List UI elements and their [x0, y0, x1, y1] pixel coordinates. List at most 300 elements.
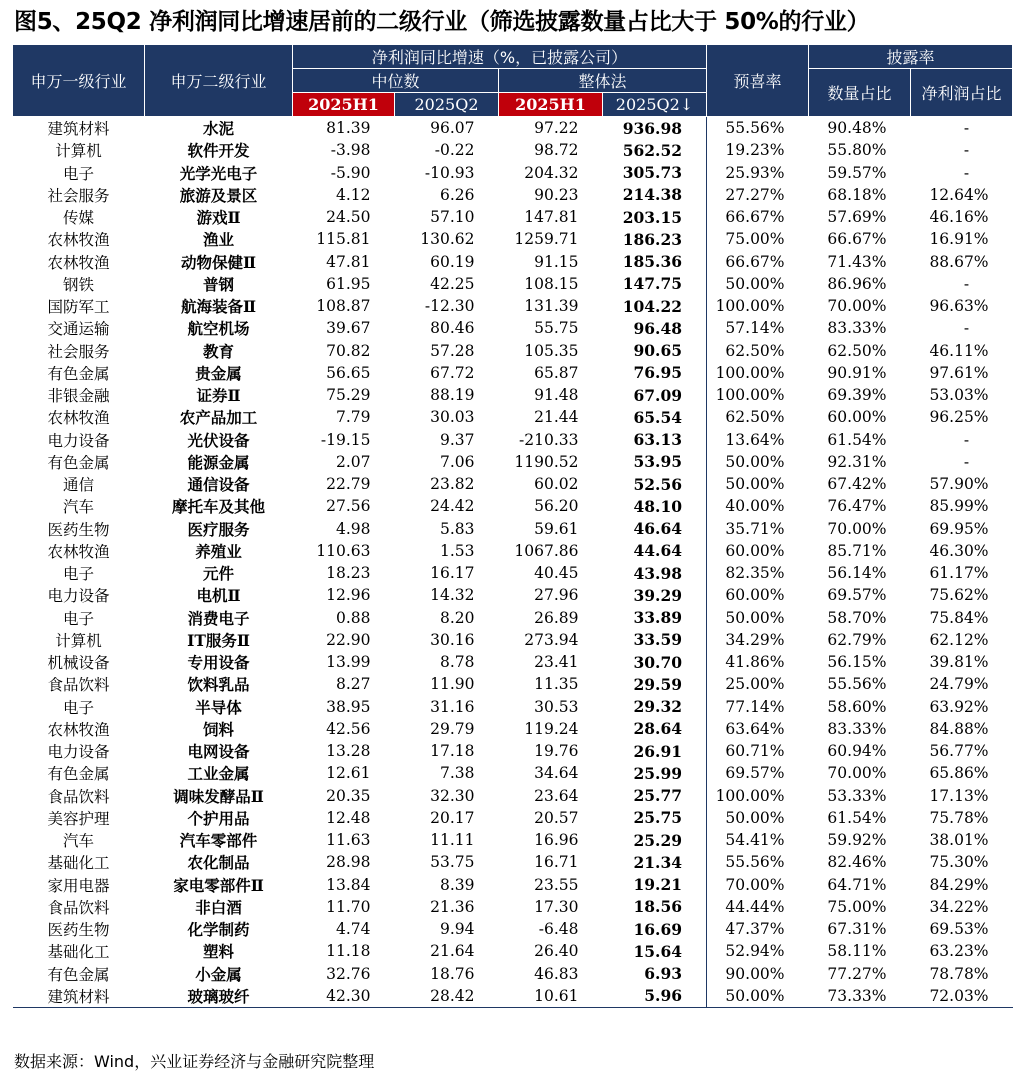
cell-count-ratio: 56.15%	[827, 653, 887, 672]
cell-overall-q2: 6.93	[644, 964, 683, 984]
cell-count-ratio: 60.00%	[827, 408, 887, 427]
cell-sw2-industry: 养殖业	[195, 541, 242, 561]
cell-count-ratio: 71.43%	[827, 252, 887, 271]
cell-count-ratio: 59.92%	[827, 831, 887, 850]
cell-sw2-industry: 电机Ⅱ	[196, 586, 241, 606]
cell-overall-q2: 44.64	[633, 541, 683, 561]
cell-overall-q2: 186.23	[622, 229, 683, 249]
cell-median-h1: -19.15	[320, 430, 371, 449]
cell-median-h1: 56.65	[326, 363, 371, 382]
cell-median-h1: 39.67	[326, 319, 371, 338]
cell-preview-rate: 19.23%	[707, 139, 809, 161]
cell-overall-h1: 26.89	[534, 608, 579, 627]
cell-sw1-industry: 基础化工	[47, 943, 110, 962]
cell-overall-q2: 936.98	[622, 118, 683, 138]
cell-median-h1: 11.70	[326, 897, 371, 916]
cell-sw1-industry: 机械设备	[47, 654, 110, 673]
cell-preview-rate: 50.00%	[707, 985, 809, 1008]
cell-overall-q2: 30.70	[633, 652, 683, 672]
cell-sw2-industry: 化学制药	[187, 920, 250, 940]
cell-overall-q2: 63.13	[633, 430, 683, 450]
cell-overall-h1: 90.23	[534, 185, 579, 204]
cell-sw2-industry: 电网设备	[187, 742, 250, 762]
cell-overall-q2: 53.95	[633, 452, 683, 472]
header-growth-group: 净利润同比增速（%，已披露公司）	[293, 45, 707, 69]
cell-profit-ratio: 34.22%	[929, 897, 989, 916]
cell-sw2-industry: 光伏设备	[187, 430, 250, 450]
cell-count-ratio: 85.71%	[827, 541, 887, 560]
table-row	[13, 473, 1013, 495]
cell-profit-ratio: 38.01%	[929, 831, 989, 850]
cell-overall-q2: 65.54	[633, 407, 683, 427]
cell-median-h1: 13.28	[326, 742, 371, 761]
cell-preview-rate: 60.00%	[707, 584, 809, 606]
cell-preview-rate: 25.93%	[707, 162, 809, 184]
header-median-q2: 2025Q2	[395, 93, 499, 117]
cell-profit-ratio: 84.88%	[929, 719, 989, 738]
cell-overall-q2: 29.32	[633, 697, 683, 717]
cell-profit-ratio: 75.84%	[929, 608, 989, 627]
table-row	[13, 317, 1013, 339]
cell-preview-rate: 57.14%	[707, 317, 809, 339]
cell-median-q2: 24.42	[430, 497, 475, 516]
cell-median-q2: 14.32	[430, 586, 475, 605]
cell-sw2-industry: 汽车零部件	[179, 831, 258, 851]
cell-overall-q2: 29.59	[633, 674, 683, 694]
cell-count-ratio: 55.56%	[827, 675, 887, 694]
cell-overall-q2: 96.48	[633, 318, 683, 338]
table-row	[13, 807, 1013, 829]
cell-preview-rate: 27.27%	[707, 184, 809, 206]
cell-preview-rate: 54.41%	[707, 829, 809, 851]
cell-median-h1: 12.96	[326, 586, 371, 605]
cell-sw1-industry: 通信	[62, 476, 94, 495]
cell-median-h1: 18.23	[326, 564, 371, 583]
cell-preview-rate: 100.00%	[707, 295, 809, 317]
cell-preview-rate: 40.00%	[707, 495, 809, 517]
cell-overall-h1: 1067.86	[514, 541, 579, 560]
cell-profit-ratio: 75.62%	[929, 586, 989, 605]
cell-profit-ratio: -	[963, 119, 970, 138]
cell-count-ratio: 82.46%	[827, 853, 887, 872]
cell-profit-ratio: 85.99%	[929, 497, 989, 516]
cell-overall-h1: 97.22	[534, 119, 579, 138]
cell-count-ratio: 75.00%	[827, 897, 887, 916]
cell-overall-h1: 1190.52	[514, 452, 579, 471]
table-row	[13, 540, 1013, 562]
cell-overall-h1: 40.45	[534, 564, 579, 583]
cell-overall-h1: 55.75	[534, 319, 579, 338]
cell-sw2-industry: 普钢	[202, 274, 234, 294]
cell-profit-ratio: 69.53%	[929, 920, 989, 939]
cell-profit-ratio: 12.64%	[929, 185, 989, 204]
cell-median-q2: 57.10	[430, 208, 475, 227]
cell-sw2-industry: 航空机场	[187, 319, 250, 339]
table-row	[13, 896, 1013, 918]
cell-count-ratio: 90.91%	[827, 363, 887, 382]
cell-median-h1: 12.48	[326, 808, 371, 827]
header-overall-q2-sorted: 2025Q2↓	[603, 93, 707, 117]
cell-count-ratio: 83.33%	[827, 319, 887, 338]
cell-count-ratio: 69.39%	[827, 386, 887, 405]
header-median-h1: 2025H1	[293, 93, 395, 117]
cell-median-q2: 60.19	[430, 252, 475, 271]
cell-sw1-industry: 电力设备	[47, 587, 110, 606]
cell-median-q2: 6.26	[439, 185, 475, 204]
cell-overall-q2: 21.34	[633, 852, 683, 872]
table-row	[13, 184, 1013, 206]
cell-overall-q2: 104.22	[622, 296, 683, 316]
cell-overall-q2: 43.98	[633, 563, 683, 583]
cell-sw2-industry: 水泥	[202, 119, 234, 139]
cell-median-h1: 61.95	[326, 274, 371, 293]
header-sw1: 申万一级行业	[13, 45, 145, 117]
cell-profit-ratio: 88.67%	[929, 252, 989, 271]
table-row	[13, 117, 1013, 140]
cell-overall-q2: 18.56	[633, 897, 683, 917]
cell-median-q2: 18.76	[430, 964, 475, 983]
cell-preview-rate: 13.64%	[707, 429, 809, 451]
cell-median-h1: 22.79	[326, 475, 371, 494]
cell-count-ratio: 70.00%	[827, 764, 887, 783]
cell-sw2-industry: 渔业	[202, 230, 234, 250]
cell-median-h1: 27.56	[326, 497, 371, 516]
table-row	[13, 384, 1013, 406]
cell-overall-h1: -210.33	[519, 430, 579, 449]
cell-count-ratio: 55.80%	[827, 141, 887, 160]
cell-preview-rate: 35.71%	[707, 518, 809, 540]
cell-preview-rate: 62.50%	[707, 406, 809, 428]
cell-profit-ratio: 62.12%	[929, 630, 989, 649]
cell-count-ratio: 77.27%	[827, 964, 887, 983]
cell-sw2-industry: 农化制品	[187, 853, 250, 873]
cell-overall-q2: 25.99	[633, 763, 683, 783]
cell-overall-h1: 131.39	[524, 297, 579, 316]
cell-preview-rate: 66.67%	[707, 251, 809, 273]
cell-overall-h1: 273.94	[524, 630, 579, 649]
cell-sw2-industry: 专用设备	[187, 653, 250, 673]
cell-overall-q2: 33.89	[633, 608, 683, 628]
cell-overall-h1: 59.61	[534, 519, 579, 538]
cell-median-h1: 12.61	[326, 764, 371, 783]
cell-sw1-industry: 钢铁	[62, 275, 94, 294]
table-row	[13, 696, 1013, 718]
table-row	[13, 518, 1013, 540]
cell-profit-ratio: 75.78%	[929, 808, 989, 827]
cell-preview-rate: 55.56%	[707, 851, 809, 873]
cell-overall-q2: 16.69	[633, 919, 683, 939]
cell-median-q2: 8.20	[439, 608, 475, 627]
cell-sw1-industry: 基础化工	[47, 854, 110, 873]
cell-overall-q2: 25.77	[633, 786, 683, 806]
cell-overall-q2: 147.75	[622, 274, 683, 294]
cell-profit-ratio: 96.25%	[929, 408, 989, 427]
cell-overall-h1: 23.64	[534, 786, 579, 805]
cell-sw1-industry: 汽车	[62, 832, 94, 851]
cell-profit-ratio: 63.92%	[929, 697, 989, 716]
cell-sw1-industry: 国防军工	[47, 298, 110, 317]
cell-count-ratio: 53.33%	[827, 786, 887, 805]
cell-median-h1: 42.30	[293, 985, 395, 1008]
table-row	[13, 940, 1013, 962]
cell-sw2-industry: 小金属	[195, 964, 242, 984]
cell-median-q2: 8.78	[439, 653, 475, 672]
cell-sw2-industry: 饮料乳品	[187, 675, 250, 695]
cell-median-q2: 17.18	[430, 742, 475, 761]
cell-count-ratio: 67.31%	[827, 920, 887, 939]
cell-median-q2: -0.22	[434, 141, 475, 160]
cell-profit-ratio: 17.13%	[929, 786, 989, 805]
cell-overall-h1: 56.20	[534, 497, 579, 516]
cell-sw2-industry: 个护用品	[187, 808, 250, 828]
table-row	[13, 985, 1013, 1008]
table-row	[13, 429, 1013, 451]
table-row	[13, 629, 1013, 651]
cell-sw1-industry: 农林牧渔	[47, 542, 110, 561]
cell-median-h1: 20.35	[326, 786, 371, 805]
cell-overall-h1: 65.87	[534, 363, 579, 382]
cell-count-ratio: 90.48%	[827, 119, 887, 138]
cell-sw1-industry: 农林牧渔	[47, 253, 110, 272]
cell-overall-h1: 147.81	[524, 208, 579, 227]
table-row	[13, 451, 1013, 473]
cell-overall-q2: 305.73	[622, 163, 683, 183]
cell-preview-rate: 60.00%	[707, 540, 809, 562]
cell-sw1-industry: 电力设备	[47, 431, 110, 450]
cell-profit-ratio: 16.91%	[929, 230, 989, 249]
cell-sw1-industry: 交通运输	[47, 320, 110, 339]
cell-count-ratio: 70.00%	[827, 297, 887, 316]
cell-median-h1: 32.76	[326, 964, 371, 983]
cell-count-ratio: 58.11%	[827, 942, 887, 961]
table-row	[13, 162, 1013, 184]
cell-overall-q2: 26.91	[633, 741, 683, 761]
cell-overall-h1: 119.24	[524, 719, 579, 738]
cell-overall-q2: 39.29	[633, 585, 683, 605]
cell-median-h1: 108.87	[316, 297, 371, 316]
cell-profit-ratio: -	[963, 141, 970, 160]
cell-profit-ratio: -	[963, 430, 970, 449]
cell-overall-q2: 48.10	[633, 496, 683, 516]
cell-count-ratio: 62.50%	[827, 341, 887, 360]
cell-sw1-industry: 有色金属	[47, 364, 110, 383]
cell-median-q2: 7.06	[439, 452, 475, 471]
cell-sw1-industry: 农林牧渔	[47, 720, 110, 739]
cell-median-q2: -12.30	[424, 297, 475, 316]
cell-preview-rate: 41.86%	[707, 651, 809, 673]
cell-median-h1: 22.90	[326, 630, 371, 649]
cell-overall-q2: 33.59	[633, 630, 683, 650]
cell-preview-rate: 52.94%	[707, 940, 809, 962]
cell-profit-ratio: 46.11%	[929, 341, 989, 360]
cell-sw2-industry: 元件	[202, 564, 234, 584]
cell-count-ratio: 61.54%	[827, 808, 887, 827]
cell-overall-h1: 16.96	[534, 831, 579, 850]
cell-count-ratio: 58.70%	[827, 608, 887, 627]
cell-overall-h1: 105.35	[524, 341, 579, 360]
cell-overall-h1: 21.44	[534, 408, 579, 427]
cell-median-q2: 21.36	[430, 897, 475, 916]
cell-count-ratio: 69.57%	[827, 586, 887, 605]
cell-overall-q2: 203.15	[622, 207, 683, 227]
cell-median-q2: 29.79	[430, 719, 475, 738]
table-row	[13, 228, 1013, 250]
cell-overall-h1: 10.61	[499, 985, 603, 1008]
cell-profit-ratio: 84.29%	[929, 875, 989, 894]
table-row	[13, 495, 1013, 517]
cell-count-ratio: 76.47%	[827, 497, 887, 516]
table-row	[13, 874, 1013, 896]
cell-sw1-industry: 计算机	[55, 631, 102, 650]
cell-count-ratio: 66.67%	[827, 230, 887, 249]
cell-overall-q2: 90.65	[633, 341, 683, 361]
cell-profit-ratio: 46.30%	[929, 541, 989, 560]
table-row	[13, 829, 1013, 851]
cell-overall-h1: 20.57	[534, 808, 579, 827]
cell-profit-ratio: 57.90%	[929, 475, 989, 494]
cell-overall-h1: 98.72	[534, 141, 579, 160]
table-body	[13, 117, 1013, 1008]
table-row	[13, 762, 1013, 784]
cell-preview-rate: 100.00%	[707, 384, 809, 406]
cell-sw2-industry: 证券Ⅱ	[196, 386, 241, 406]
cell-overall-q2: 25.29	[633, 830, 683, 850]
cell-median-q2: 53.75	[430, 853, 475, 872]
cell-sw2-industry: 医疗服务	[187, 519, 250, 539]
cell-sw1-industry: 医药生物	[47, 921, 110, 940]
cell-median-q2: 21.64	[430, 942, 475, 961]
cell-sw2-industry: 软件开发	[187, 141, 250, 161]
cell-sw2-industry: 消费电子	[187, 608, 250, 628]
cell-sw1-industry: 建筑材料	[47, 120, 110, 139]
cell-overall-q2: 562.52	[622, 140, 683, 160]
cell-preview-rate: 100.00%	[707, 362, 809, 384]
header-count-ratio: 数量占比	[809, 69, 911, 117]
cell-sw1-industry: 电子	[62, 698, 94, 717]
cell-overall-q2: 28.64	[633, 719, 683, 739]
cell-sw2-industry: 农产品加工	[179, 408, 258, 428]
cell-sw2-industry: 非白酒	[195, 897, 242, 917]
cell-overall-h1: 17.30	[534, 897, 579, 916]
cell-sw1-industry: 有色金属	[47, 965, 110, 984]
cell-overall-q2: 52.56	[633, 474, 683, 494]
table-row	[13, 273, 1013, 295]
cell-median-h1: 4.12	[335, 185, 371, 204]
cell-count-ratio: 68.18%	[827, 185, 887, 204]
cell-profit-ratio: 65.86%	[929, 764, 989, 783]
cell-profit-ratio: 72.03%	[911, 985, 1013, 1008]
cell-count-ratio: 92.31%	[827, 452, 887, 471]
cell-median-q2: 67.72	[430, 363, 475, 382]
cell-preview-rate: 63.64%	[707, 718, 809, 740]
cell-median-h1: 0.88	[335, 608, 371, 627]
cell-sw2-industry: 饲料	[202, 719, 234, 739]
header-overall: 整体法	[499, 69, 707, 93]
cell-sw1-industry: 汽车	[62, 498, 94, 517]
data-source-note: 数据来源：Wind，兴业证券经济与金融研究院整理	[14, 1052, 375, 1071]
cell-sw2-industry: 光学光电子	[179, 163, 258, 183]
cell-overall-h1: 46.83	[534, 964, 579, 983]
cell-sw2-industry: 半导体	[195, 697, 242, 717]
cell-median-q2: 11.11	[430, 831, 475, 850]
cell-overall-q2: 214.38	[622, 185, 683, 205]
cell-sw1-industry: 社会服务	[47, 342, 110, 361]
cell-profit-ratio: 46.16%	[929, 208, 989, 227]
cell-median-h1: 81.39	[326, 119, 371, 138]
cell-preview-rate: 66.67%	[707, 206, 809, 228]
cell-preview-rate: 69.57%	[707, 762, 809, 784]
cell-profit-ratio: 69.95%	[929, 519, 989, 538]
cell-count-ratio: 64.71%	[827, 875, 887, 894]
cell-preview-rate: 50.00%	[707, 451, 809, 473]
cell-sw2-industry: 家电零部件Ⅱ	[173, 875, 264, 895]
cell-sw2-industry: 玻璃玻纤	[145, 985, 293, 1008]
cell-sw1-industry: 有色金属	[47, 453, 110, 472]
cell-preview-rate: 90.00%	[707, 963, 809, 985]
cell-sw1-industry: 医药生物	[47, 520, 110, 539]
cell-sw1-industry: 食品饮料	[47, 787, 110, 806]
cell-median-q2: 42.25	[430, 274, 475, 293]
cell-overall-h1: 91.15	[534, 252, 579, 271]
cell-median-q2: 31.16	[430, 697, 475, 716]
cell-count-ratio: 73.33%	[809, 985, 911, 1008]
cell-median-h1: 2.07	[335, 452, 371, 471]
cell-sw1-industry: 食品饮料	[47, 898, 110, 917]
cell-count-ratio: 67.42%	[827, 475, 887, 494]
cell-profit-ratio: 56.77%	[929, 742, 989, 761]
cell-overall-h1: 34.64	[534, 764, 579, 783]
cell-overall-h1: 23.55	[534, 875, 579, 894]
cell-sw2-industry: 动物保健Ⅱ	[180, 252, 257, 272]
cell-median-q2: 130.62	[420, 230, 475, 249]
cell-median-q2: 30.03	[430, 408, 475, 427]
table-row	[13, 562, 1013, 584]
cell-median-q2: -10.93	[424, 163, 475, 182]
cell-count-ratio: 57.69%	[827, 208, 887, 227]
cell-profit-ratio: -	[963, 274, 970, 293]
cell-median-h1: 42.56	[326, 719, 371, 738]
cell-median-q2: 7.38	[439, 764, 475, 783]
cell-sw1-industry: 电子	[62, 164, 94, 183]
cell-median-h1: -5.90	[330, 163, 371, 182]
cell-overall-q2: 76.95	[633, 363, 683, 383]
cell-preview-rate: 55.56%	[707, 117, 809, 140]
cell-overall-h1: 91.48	[534, 386, 579, 405]
cell-sw2-industry: 通信设备	[187, 475, 250, 495]
figure-title: 图5、25Q2 净利润同比增速居前的二级行业（筛选披露数量占比大于 50%的行业）	[14, 9, 870, 35]
table-row	[13, 963, 1013, 985]
cell-median-h1: 24.50	[326, 208, 371, 227]
cell-median-q2: 32.30	[430, 786, 475, 805]
cell-median-h1: 38.95	[326, 697, 371, 716]
cell-profit-ratio: 96.63%	[929, 297, 989, 316]
cell-sw2-industry: 旅游及景区	[179, 185, 258, 205]
cell-preview-rate: 25.00%	[707, 673, 809, 695]
cell-median-h1: 11.18	[326, 942, 371, 961]
cell-profit-ratio: 39.81%	[929, 653, 989, 672]
cell-overall-h1: 11.35	[534, 675, 579, 694]
cell-sw2-industry: 教育	[202, 341, 234, 361]
cell-overall-h1: 30.53	[534, 697, 579, 716]
cell-profit-ratio: 24.79%	[929, 675, 989, 694]
cell-count-ratio: 70.00%	[827, 519, 887, 538]
cell-sw2-industry: 贵金属	[195, 363, 242, 383]
cell-preview-rate: 47.37%	[707, 918, 809, 940]
table-row	[13, 251, 1013, 273]
cell-profit-ratio: -	[963, 452, 970, 471]
cell-profit-ratio: -	[963, 163, 970, 182]
cell-overall-h1: 16.71	[534, 853, 579, 872]
